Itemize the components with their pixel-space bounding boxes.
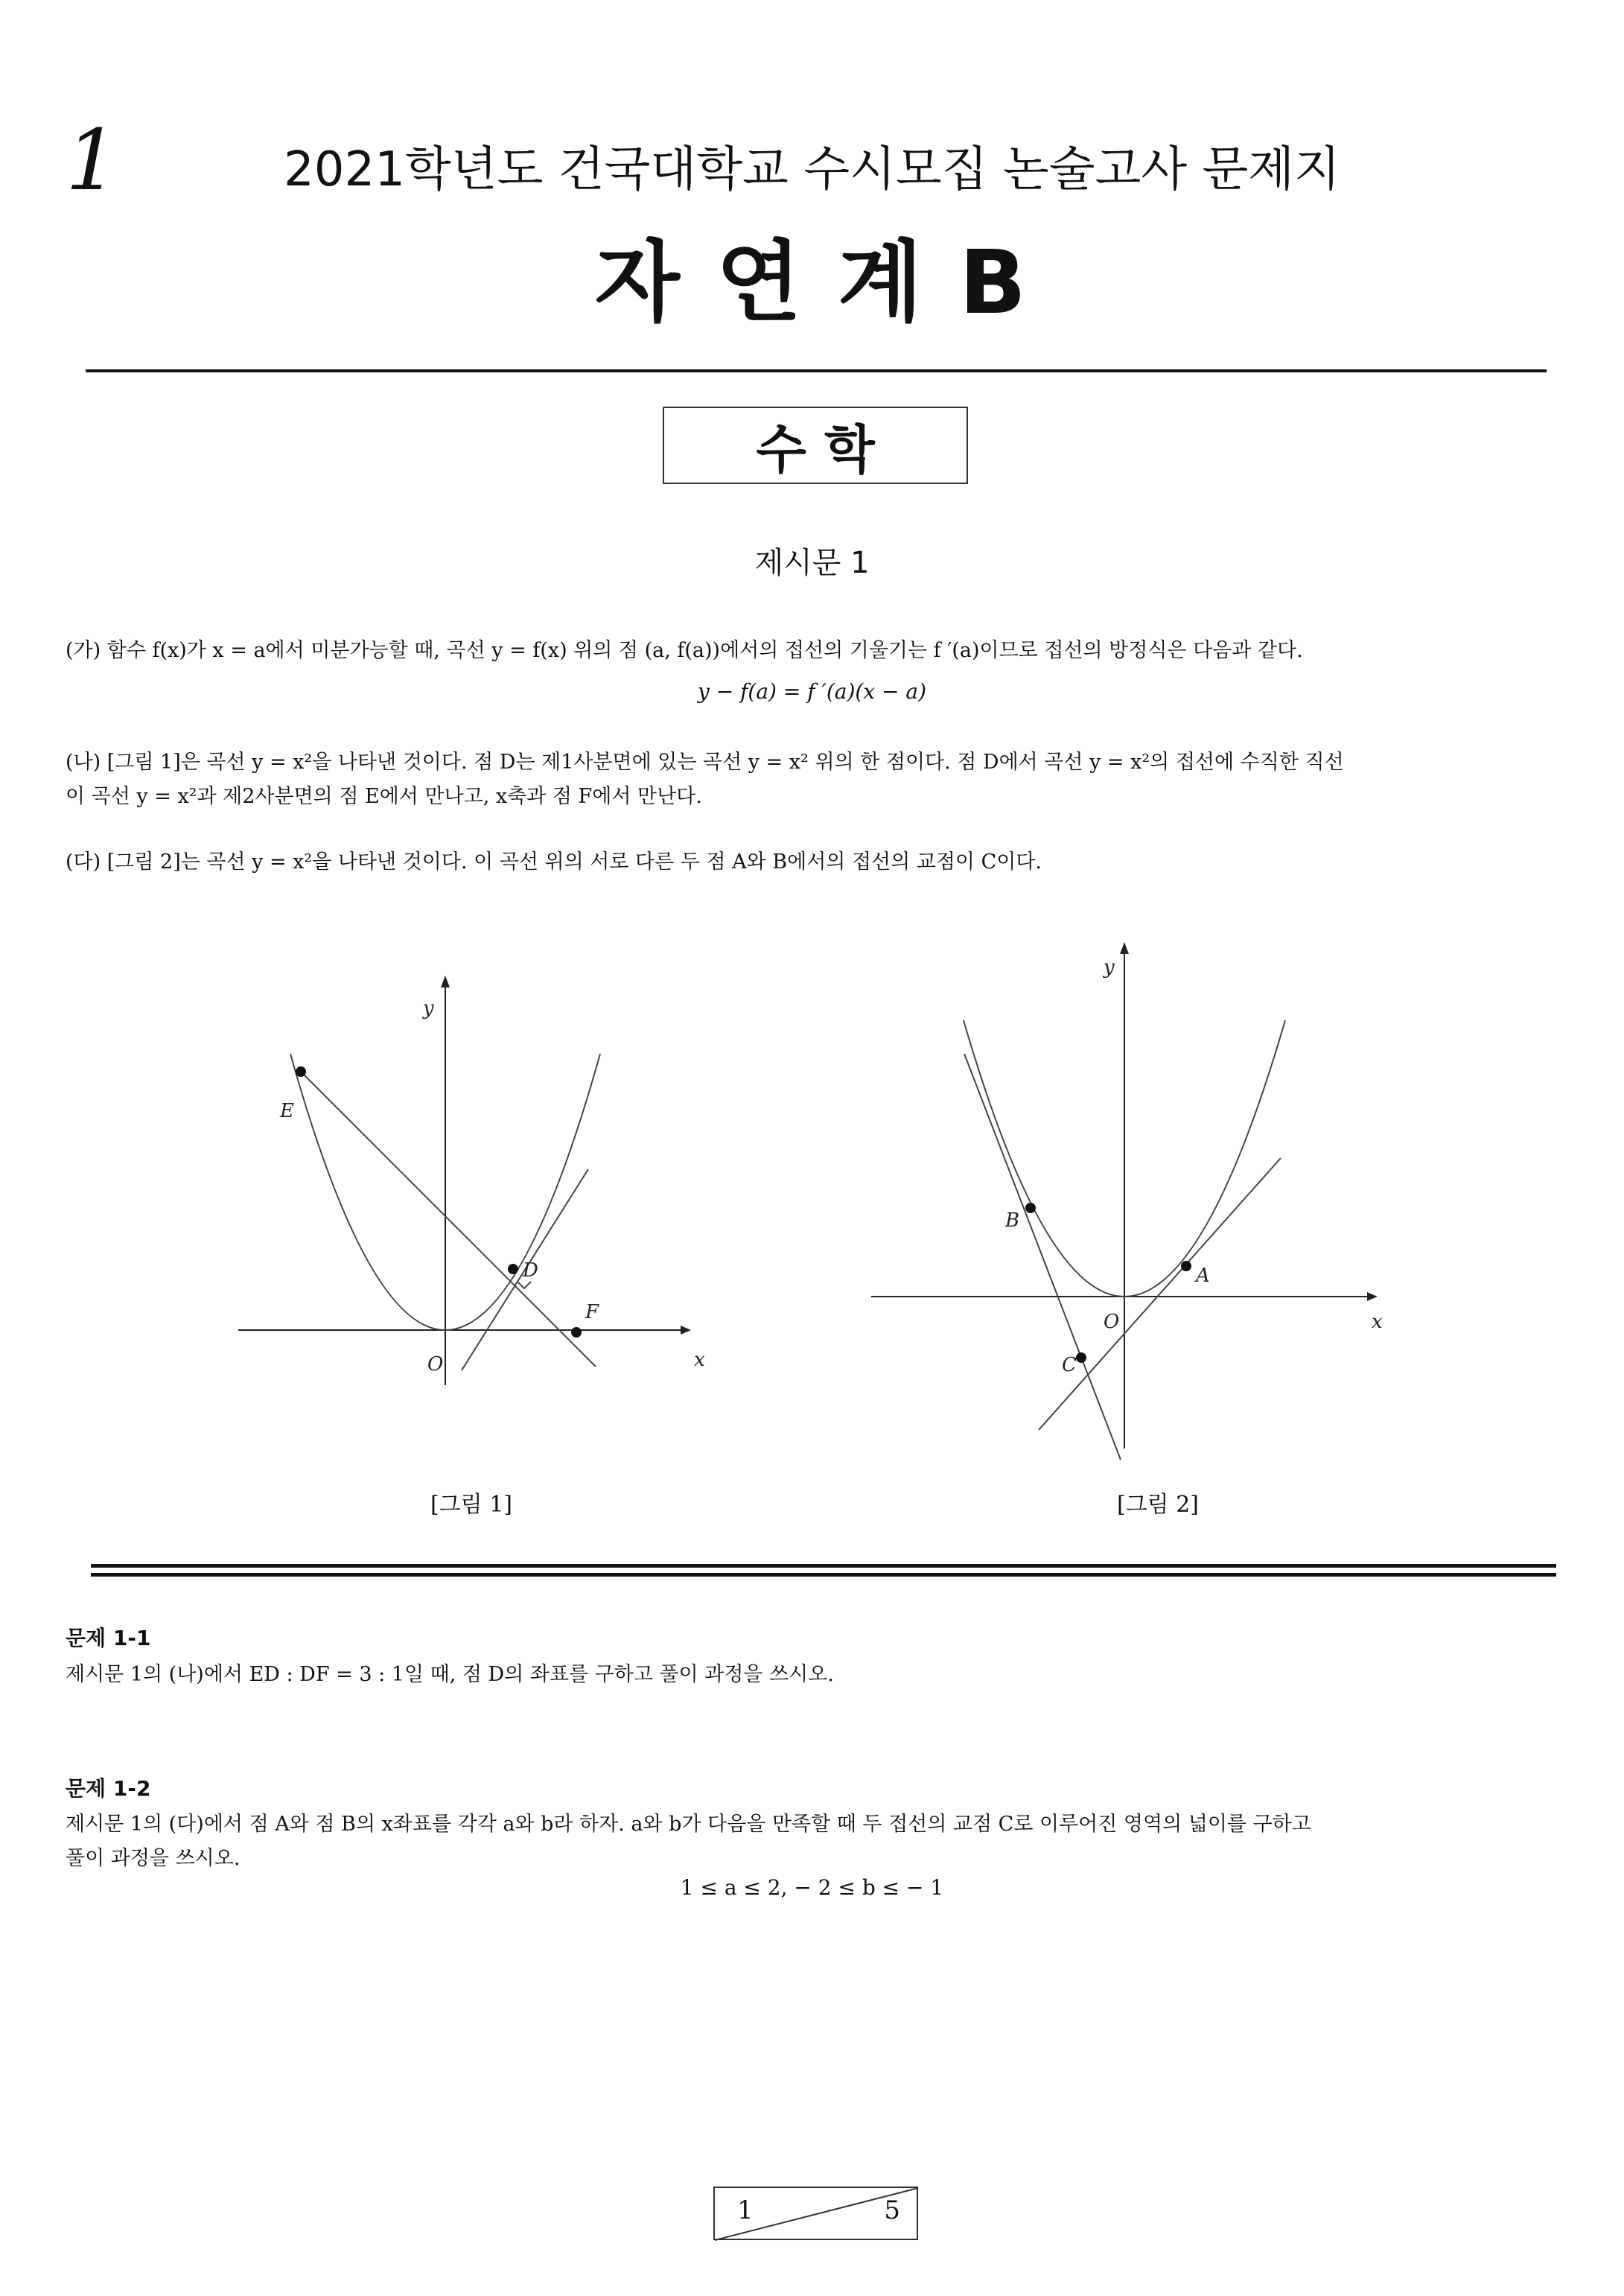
problem-1-2-condition: 1 ≤ a ≤ 2, − 2 ≤ b ≤ − 1 (680, 1875, 944, 1900)
fig1-y-arrow-icon (441, 976, 450, 988)
fig1-right-angle-mark (518, 1282, 531, 1288)
section-title: 자 연 계 B (594, 231, 1030, 334)
fig2-point-C (1076, 1352, 1086, 1363)
section-divider-top (91, 1564, 1556, 1568)
fig2-y-arrow-icon (1120, 942, 1129, 954)
passage-na-line2: 이 곡선 y = x²과 제2사분면의 점 E에서 만나고, x축과 점 F에서 만난다. (66, 785, 702, 808)
passage-na-line1: (나) [그림 1]은 곡선 y = x²을 나타낸 것이다. 점 D는 제1사분면에 있는 곡선 y = x² 위의 한 점이다. 점 D에서 곡선 y = x²의 접선에 수직한 직선 (66, 751, 1344, 774)
fig1-label-D: D (523, 1259, 538, 1282)
fig1-point-E (296, 1066, 306, 1077)
section-divider-bottom (91, 1573, 1556, 1577)
fig2-tangent-at-B (964, 1054, 1121, 1460)
passage-title: 제시문 1 (754, 546, 870, 580)
fig1-label-y: y (423, 997, 434, 1020)
fig2-label-O: O (1104, 1311, 1120, 1333)
page-current: 1 (737, 2195, 754, 2225)
problem-1-2-text-line1: 제시문 1의 (다)에서 점 A와 점 B의 x좌표를 각각 a와 b라 하자. a와 b가 다음을 만족할 때 두 접선의 교점 C로 이루어진 영역의 넓이를 구하고 (66, 1813, 1311, 1836)
fig2-label-C: C (1062, 1354, 1077, 1376)
fig1-x-arrow-icon (681, 1326, 691, 1335)
problem-1-2-text-line2: 풀이 과정을 쓰시오. (66, 1847, 241, 1870)
fig1-normal-line (298, 1069, 596, 1367)
exam-title: 2021학년도 건국대학교 수시모집 논술고사 문제지 (284, 142, 1340, 197)
fig1-label-F: F (585, 1301, 599, 1323)
passage-ga-equation: y − f(a) = f ′(a)(x − a) (697, 679, 926, 704)
fig1-point-D (508, 1264, 518, 1274)
fig2-label-B: B (1005, 1209, 1020, 1232)
page-number-large: 1 (66, 112, 119, 209)
fig1-label-O: O (427, 1353, 444, 1376)
fig2-label-y: y (1104, 956, 1115, 979)
page-total: 5 (884, 2195, 900, 2225)
figure-1 (223, 968, 715, 1408)
fig1-point-F (571, 1327, 582, 1338)
figure-2 (864, 935, 1400, 1471)
problem-1-2-title: 문제 1-2 (66, 1776, 151, 1801)
subject-label: 수 학 (756, 419, 875, 480)
passage-da: (다) [그림 2]는 곡선 y = x²을 나타낸 것이다. 이 곡선 위의 서로 다른 두 점 A와 B에서의 접선의 교점이 C이다. (66, 850, 1042, 874)
fig1-label-x: x (694, 1349, 705, 1371)
problem-1-1-title: 문제 1-1 (66, 1626, 151, 1650)
problem-1-1-text: 제시문 1의 (나)에서 ED : DF = 3 : 1일 때, 점 D의 좌표를 구하고 풀이 과정을 쓰시오. (66, 1663, 834, 1686)
fig2-point-A (1181, 1261, 1191, 1271)
fig2-label-A: A (1196, 1265, 1210, 1287)
passage-ga: (가) 함수 f(x)가 x = a에서 미분가능할 때, 곡선 y = f(x) 위의 점 (a, f(a))에서의 접선의 기울기는 f ′(a)이므로 접선의 방정식은 다음과 같다. (66, 639, 1303, 662)
fig1-label-E: E (280, 1100, 294, 1122)
header-divider (86, 369, 1547, 372)
fig2-x-arrow-icon (1367, 1292, 1378, 1301)
fig2-tangent-at-A (1039, 1158, 1281, 1430)
subject-box (663, 407, 968, 484)
figure-2-caption: [그림 2] (1117, 1492, 1199, 1518)
page-indicator (713, 2187, 918, 2240)
figure-1-caption: [그림 1] (430, 1492, 512, 1518)
fig2-label-x: x (1372, 1311, 1383, 1333)
fig2-point-B (1025, 1203, 1036, 1213)
